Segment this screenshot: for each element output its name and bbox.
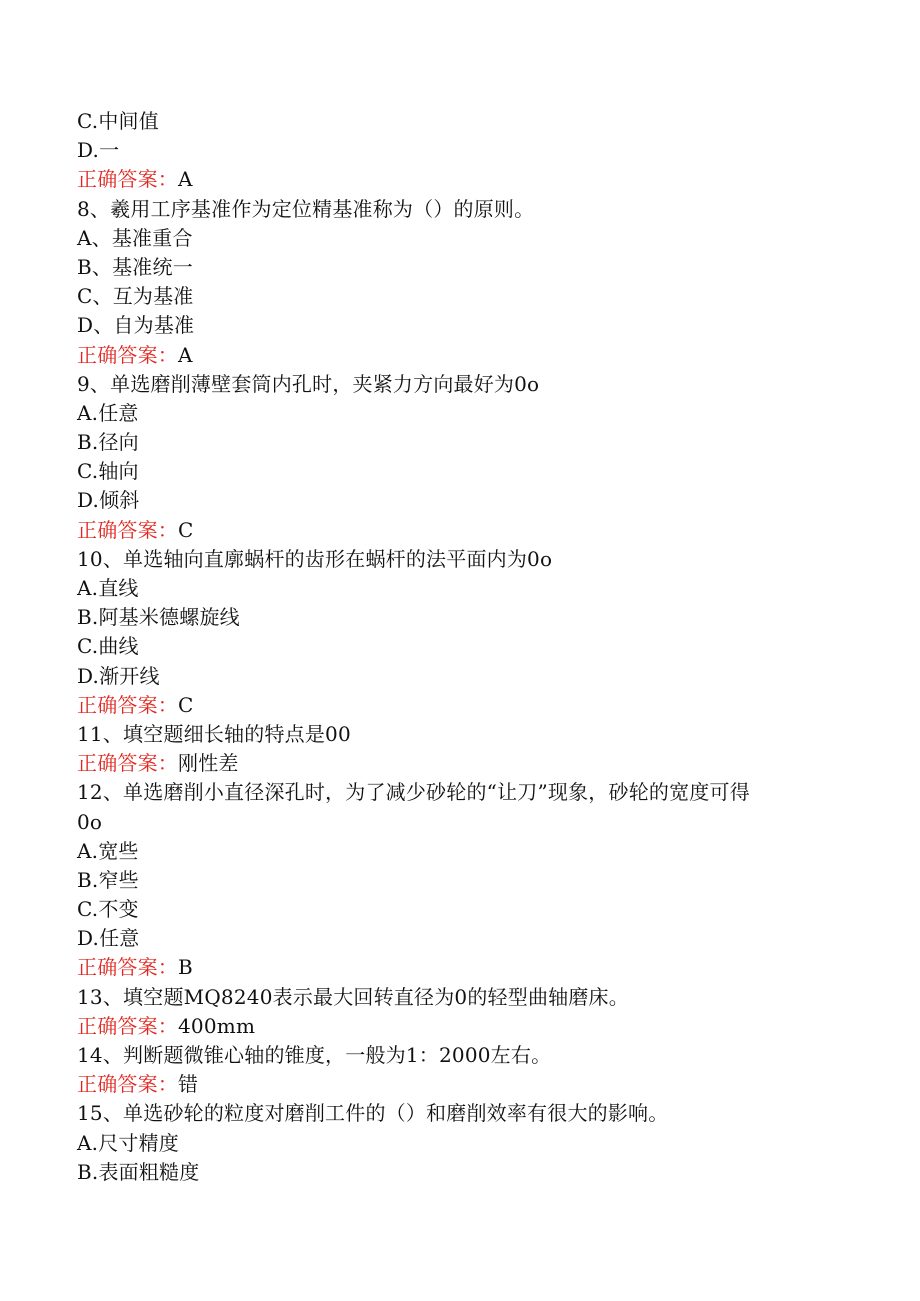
option-text: C.曲线 [77,634,139,659]
option-text: D、自为基准 [77,313,195,338]
answer-label: 正确答案： [77,692,178,717]
answer-label: 正确答案： [77,517,178,542]
option-text: A、基准重合 [77,225,193,250]
option-text: D.渐开线 [77,663,160,688]
option-text: D.任意 [77,926,140,951]
option-text: D.倾斜 [77,488,140,513]
option-text: A.直线 [77,576,139,600]
question-text: 0o [77,809,103,834]
option-text: A.尺寸精度 [77,1130,180,1155]
answer-line [77,953,837,982]
answer-label: 正确答案： [77,1072,178,1097]
answer-value: C [178,517,194,542]
option-text: B.径向 [77,430,139,455]
question-text: 8、羲用工序基准作为定位精基准称为（）的原则。 [77,196,535,221]
question-text: 14、判断题微锥心轴的锥度，一般为1：2000左右。 [77,1043,552,1067]
option-text: B、基准统一 [77,254,193,279]
question-text: 15、单选砂轮的粒度对磨削工件的（）和磨削效率有很大的影响。 [77,1101,669,1126]
option-text: B.阿基米德螺旋线 [77,605,240,630]
option-text: B.表面粗糙度 [77,1159,200,1184]
answer-value: 400mm [178,1013,256,1038]
answer-line [77,165,837,194]
answer-value: 错 [178,1072,199,1097]
answer-line [77,341,837,370]
answer-line [77,691,837,720]
option-text: A.宽些 [77,838,139,863]
question-text: 9、单选磨削薄壁套筒内孔时，夹紧力方向最好为0o [77,371,540,396]
answer-label: 正确答案： [77,342,178,367]
answer-line [77,1070,837,1099]
answer-label: 正确答案： [77,1013,178,1038]
option-text: C、互为基准 [77,284,194,309]
question-text: 11、填空题细长轴的特点是00 [77,721,351,746]
answer-value: C [178,692,194,717]
option-text: C.轴向 [77,459,139,484]
answer-line [77,1012,837,1041]
answer-value: 刚性差 [178,751,239,776]
question-text: 10、单选轴向直廓蜗杆的齿形在蜗杆的法平面内为0o [77,546,553,571]
answer-line [77,749,837,778]
answer-label: 正确答案： [77,751,178,776]
question-text: 12、单选磨削小直径深孔时，为了减少砂轮的“让刀”现象，砂轮的宽度可得 [77,780,750,805]
option-text: A.任意 [77,400,139,425]
option-text: D.一 [77,138,120,163]
answer-value: A [178,342,193,367]
option-text: B.窄些 [77,867,139,892]
answer-label: 正确答案： [77,167,178,192]
answer-value: B [178,955,193,980]
option-text: C.不变 [77,897,139,922]
exam-content [77,107,837,1187]
answer-label: 正确答案： [77,955,178,980]
question-text: 13、填空题MQ8240表示最大回转直径为0的轻型曲轴磨床。 [77,984,629,1009]
option-text: C.中间值 [77,109,159,133]
answer-line [77,516,837,545]
answer-value: A [178,167,193,192]
